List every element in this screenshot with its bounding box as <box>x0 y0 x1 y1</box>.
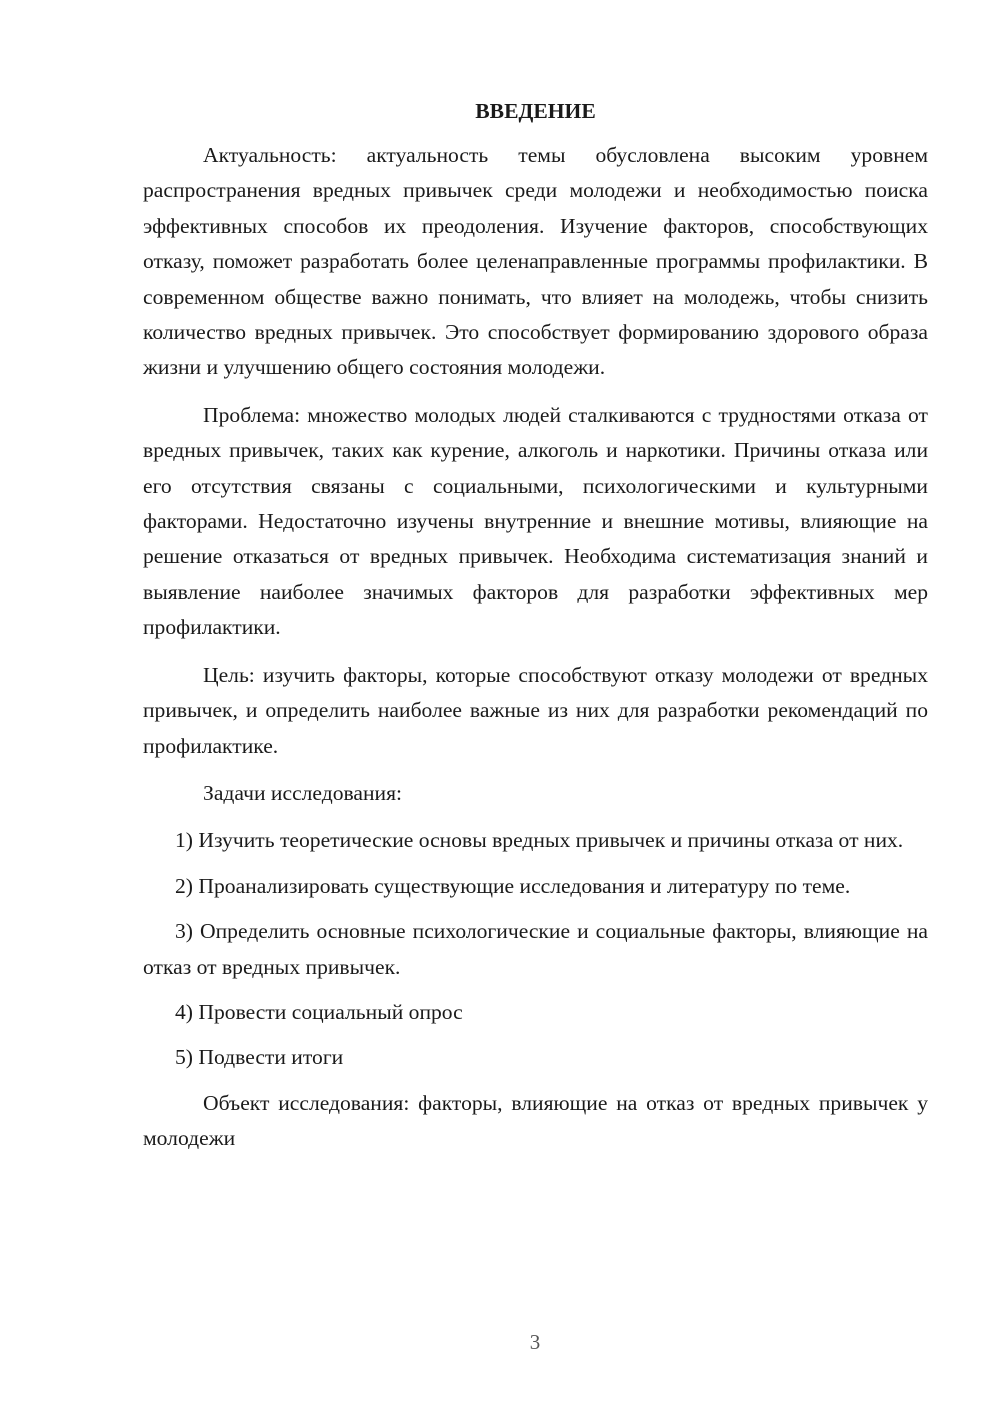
paragraph-problem: Проблема: множество молодых людей сталкиваются с трудностями отказа от вредных привычек, таких как курение, алкоголь и наркотики. Причины отказа или его отсутствия связаны с социальными, психологическими и культурными факторами. Недостаточно изучены внутренние и внешние мотивы, влияющие на решение отказаться от вредных привычек. Необходима систематизация знаний и выявление наиболее значимых факторов для разработки эффективных мер профилактики. <box>143 402 928 640</box>
task-item-4: 4) Провести социальный опрос <box>175 999 463 1024</box>
task-item-3: 3) Определить основные психологические и социальные факторы, влияющие на отказ от вредных привычек. <box>143 919 928 979</box>
document-page <box>143 92 928 1169</box>
paragraph-object: Объект исследования: факторы, влияющие на отказ от вредных привычек у молодежи <box>143 1090 928 1151</box>
tasks-heading: Задачи исследования: <box>203 780 403 805</box>
section-title: ВВЕДЕНИЕ <box>475 99 596 123</box>
task-item-5: 5) Подвести итоги <box>175 1045 344 1070</box>
paragraph-relevance: Актуальность: актуальность темы обусловлена высоким уровнем распространения вредных привычек среди молодежи и необходимостью поиска эффективных способов их преодоления. Изучение факторов, способствующих отказу, поможет разработать более целенаправленные программы профилактики. В современном обществе важно понимать, что влияет на молодежь, чтобы снизить количество вредных привычек. Это способствует формированию здорового образа жизни и улучшению общего состояния молодежи. <box>143 143 928 380</box>
paragraph-goal: Цель: изучить факторы, которые способствуют отказу молодежи от вредных привычек, и определить наиболее важные из них для разработки рекомендаций по профилактике. <box>143 662 928 758</box>
task-item-2: 2) Проанализировать существующие исследования и литературу по теме. <box>175 873 851 898</box>
page-number: 3 <box>529 1330 541 1354</box>
task-item-1: 1) Изучить теоретические основы вредных привычек и причины отказа от них. <box>175 828 904 853</box>
